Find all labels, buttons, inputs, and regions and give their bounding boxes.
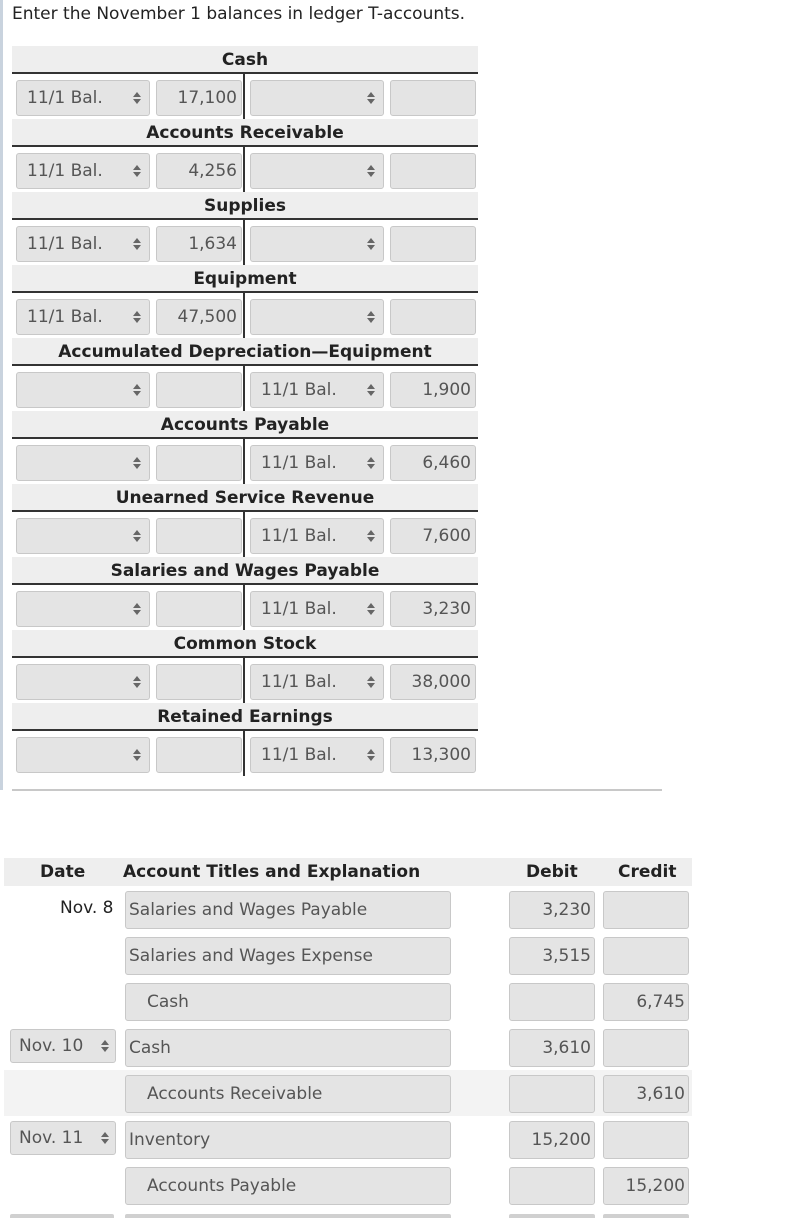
account-title-input[interactable]: Cash: [125, 1029, 451, 1067]
credit-label-text: 11/1 Bal.: [261, 745, 337, 765]
journal-row: [4, 932, 692, 978]
select-arrows-icon: [133, 457, 141, 469]
debit-input[interactable]: [509, 1167, 595, 1205]
credit-input[interactable]: [603, 1029, 689, 1067]
t-account-title: Common Stock: [12, 630, 478, 658]
t-account-title: Retained Earnings: [12, 703, 478, 731]
select-arrows-icon: [367, 676, 375, 688]
debit-amount-input[interactable]: [156, 372, 242, 408]
t-account-title: Cash: [12, 46, 478, 74]
t-account-title: Equipment: [12, 265, 478, 293]
debit-input[interactable]: [509, 983, 595, 1021]
date-select-value: Nov. 11: [19, 1128, 84, 1148]
t-account-title: Accounts Payable: [12, 411, 478, 439]
select-arrows-icon: [367, 384, 375, 396]
debit-amount-input[interactable]: 47,500: [156, 299, 242, 335]
t-account-divider: [243, 147, 245, 192]
select-arrows-icon: [133, 238, 141, 250]
debit-amount-input[interactable]: 1,634: [156, 226, 242, 262]
debit-label-select[interactable]: [16, 372, 150, 408]
t-account-title: Supplies: [12, 192, 478, 220]
account-column-header: Account Titles and Explanation: [123, 862, 421, 882]
journal-entry-table: [4, 858, 692, 1208]
debit-label-select[interactable]: [16, 737, 150, 773]
credit-input[interactable]: [603, 937, 689, 975]
credit-label-select[interactable]: [250, 445, 384, 481]
t-account: [12, 119, 478, 192]
account-title-input[interactable]: Inventory: [125, 1121, 451, 1159]
credit-amount-input[interactable]: 1,900: [390, 372, 476, 408]
account-title-input[interactable]: Accounts Receivable: [125, 1075, 451, 1113]
credit-label-text: 11/1 Bal.: [261, 453, 337, 473]
debit-label-text: 11/1 Bal.: [27, 307, 103, 327]
debit-input[interactable]: [509, 1075, 595, 1113]
select-arrows-icon: [133, 603, 141, 615]
debit-input[interactable]: 3,610: [509, 1029, 595, 1067]
t-account-divider: [243, 731, 245, 776]
debit-amount-input[interactable]: [156, 518, 242, 554]
debit-amount-input[interactable]: [156, 737, 242, 773]
t-account-divider: [243, 439, 245, 484]
debit-column-header: Debit: [526, 862, 578, 882]
credit-input[interactable]: [603, 1121, 689, 1159]
select-arrows-icon: [133, 676, 141, 688]
t-account: [12, 703, 478, 776]
account-title-input[interactable]: Salaries and Wages Payable: [125, 891, 451, 929]
t-account-divider: [243, 74, 245, 119]
t-account-title: Unearned Service Revenue: [12, 484, 478, 512]
debit-label-select[interactable]: [16, 591, 150, 627]
debit-label-text: 11/1 Bal.: [27, 88, 103, 108]
credit-amount-input[interactable]: 6,460: [390, 445, 476, 481]
t-accounts-section: [12, 46, 478, 776]
debit-amount-input[interactable]: [156, 591, 242, 627]
t-account-divider: [243, 366, 245, 411]
debit-label-select[interactable]: [16, 80, 150, 116]
date-column-header: Date: [40, 862, 86, 882]
t-account-divider: [243, 585, 245, 630]
select-arrows-icon: [367, 165, 375, 177]
t-account: [12, 192, 478, 265]
credit-label-select[interactable]: [250, 153, 384, 189]
date-select-value: Nov. 10: [19, 1036, 84, 1056]
credit-amount-input[interactable]: 7,600: [390, 518, 476, 554]
instruction-text: Enter the November 1 balances in ledger T-accounts.: [12, 4, 466, 24]
credit-column-header: Credit: [618, 862, 677, 882]
select-arrows-icon: [367, 749, 375, 761]
debit-label-select[interactable]: [16, 445, 150, 481]
credit-input[interactable]: 15,200: [603, 1167, 689, 1205]
credit-amount-input[interactable]: 13,300: [390, 737, 476, 773]
journal-rows: [4, 886, 692, 1208]
debit-label-text: 11/1 Bal.: [27, 234, 103, 254]
t-account: [12, 338, 478, 411]
select-arrows-icon: [133, 311, 141, 323]
date-select[interactable]: [10, 1121, 116, 1155]
credit-label-text: 11/1 Bal.: [261, 526, 337, 546]
select-arrows-icon: [133, 530, 141, 542]
t-account-title: Accumulated Depreciation—Equipment: [12, 338, 478, 366]
credit-amount-input[interactable]: 3,230: [390, 591, 476, 627]
account-title-input[interactable]: Cash: [125, 983, 451, 1021]
credit-label-select[interactable]: [250, 737, 384, 773]
section-divider: [12, 789, 662, 791]
t-account: [12, 484, 478, 557]
select-arrows-icon: [133, 749, 141, 761]
date-select[interactable]: [10, 1029, 116, 1063]
journal-row: [4, 886, 692, 932]
credit-amount-input[interactable]: [390, 153, 476, 189]
debit-label-select[interactable]: [16, 299, 150, 335]
credit-label-select[interactable]: [250, 80, 384, 116]
journal-row: [4, 1024, 692, 1070]
select-arrows-icon: [133, 165, 141, 177]
select-arrows-icon: [133, 92, 141, 104]
t-account-title: Salaries and Wages Payable: [12, 557, 478, 585]
select-arrows-icon: [101, 1040, 109, 1052]
t-account-divider: [243, 220, 245, 265]
credit-input[interactable]: [603, 891, 689, 929]
select-arrows-icon: [367, 238, 375, 250]
select-arrows-icon: [367, 457, 375, 469]
journal-row: [4, 1070, 692, 1116]
credit-amount-input[interactable]: [390, 299, 476, 335]
account-title-input[interactable]: Accounts Payable: [125, 1167, 451, 1205]
debit-amount-input[interactable]: [156, 664, 242, 700]
debit-label-select[interactable]: [16, 153, 150, 189]
t-account: [12, 46, 478, 119]
credit-label-text: 11/1 Bal.: [261, 672, 337, 692]
debit-label-select[interactable]: [16, 518, 150, 554]
journal-row: [4, 1116, 692, 1162]
select-arrows-icon: [101, 1132, 109, 1144]
debit-amount-input[interactable]: 17,100: [156, 80, 242, 116]
account-title-input[interactable]: Salaries and Wages Expense: [125, 937, 451, 975]
credit-amount-input[interactable]: 38,000: [390, 664, 476, 700]
entry-date: Nov. 8: [60, 898, 114, 918]
credit-input[interactable]: 3,610: [603, 1075, 689, 1113]
credit-label-select[interactable]: [250, 591, 384, 627]
t-account: [12, 411, 478, 484]
t-account-divider: [243, 512, 245, 557]
debit-input[interactable]: 15,200: [509, 1121, 595, 1159]
credit-label-select[interactable]: [250, 664, 384, 700]
credit-label-select[interactable]: [250, 299, 384, 335]
left-border: [0, 0, 3, 790]
journal-row: [4, 978, 692, 1024]
select-arrows-icon: [367, 530, 375, 542]
credit-label-text: 11/1 Bal.: [261, 599, 337, 619]
t-account-title: Accounts Receivable: [12, 119, 478, 147]
credit-amount-input[interactable]: [390, 226, 476, 262]
credit-input[interactable]: 6,745: [603, 983, 689, 1021]
journal-row: [4, 1162, 692, 1208]
select-arrows-icon: [367, 92, 375, 104]
t-account: [12, 630, 478, 703]
credit-label-select[interactable]: [250, 372, 384, 408]
partial-next-row: [0, 1214, 812, 1218]
t-account: [12, 557, 478, 630]
debit-input[interactable]: 3,515: [509, 937, 595, 975]
debit-label-select[interactable]: [16, 664, 150, 700]
debit-input[interactable]: 3,230: [509, 891, 595, 929]
select-arrows-icon: [367, 603, 375, 615]
credit-label-text: 11/1 Bal.: [261, 380, 337, 400]
credit-amount-input[interactable]: [390, 80, 476, 116]
debit-label-select[interactable]: [16, 226, 150, 262]
debit-amount-input[interactable]: 4,256: [156, 153, 242, 189]
t-account-divider: [243, 293, 245, 338]
debit-label-text: 11/1 Bal.: [27, 161, 103, 181]
journal-header-row: [4, 858, 692, 886]
credit-label-select[interactable]: [250, 518, 384, 554]
select-arrows-icon: [367, 311, 375, 323]
t-account: [12, 265, 478, 338]
debit-amount-input[interactable]: [156, 445, 242, 481]
credit-label-select[interactable]: [250, 226, 384, 262]
t-account-divider: [243, 658, 245, 703]
select-arrows-icon: [133, 384, 141, 396]
